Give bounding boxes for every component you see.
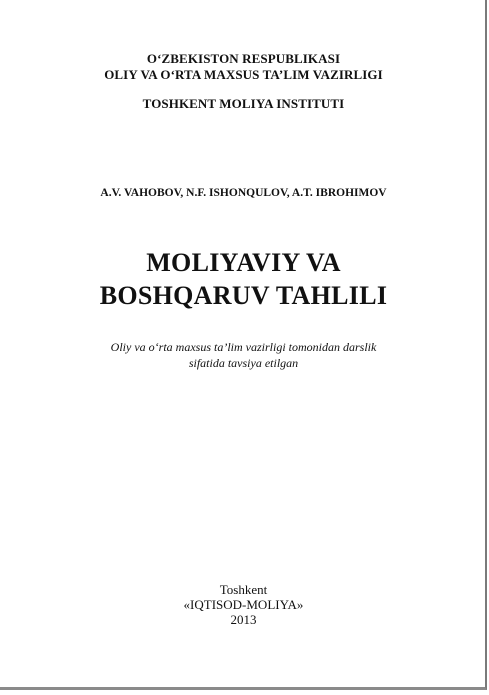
institute-heading: TOSHKENT MOLIYA INSTITUTI — [142, 96, 345, 111]
imprint-city: Toshkent — [219, 582, 268, 597]
imprint-year: 2013 — [230, 612, 257, 627]
subtitle-line-2: sifatida tavsiya etilgan — [188, 356, 299, 370]
imprint-publisher: «IQTISOD-MOLIYA» — [183, 597, 304, 612]
ministry-heading: OLIY VA O‘RTA MAXSUS TA’LIM VAZIRLIGI — [104, 67, 383, 82]
book-title-line-2: BOSHQARUV TAHLILI — [99, 281, 388, 310]
authors-line: A.V. VAHOBOV, N.F. ISHONQULOV, A.T. IBROHIMOV — [100, 187, 387, 199]
book-title-line-1: MOLIYAVIY VA — [146, 248, 341, 277]
republic-heading: O‘ZBEKISTON RESPUBLIKASI — [146, 51, 341, 66]
subtitle-line-1: Oliy va o‘rta maxsus ta’lim vazirligi tomonidan darslik — [110, 340, 377, 354]
